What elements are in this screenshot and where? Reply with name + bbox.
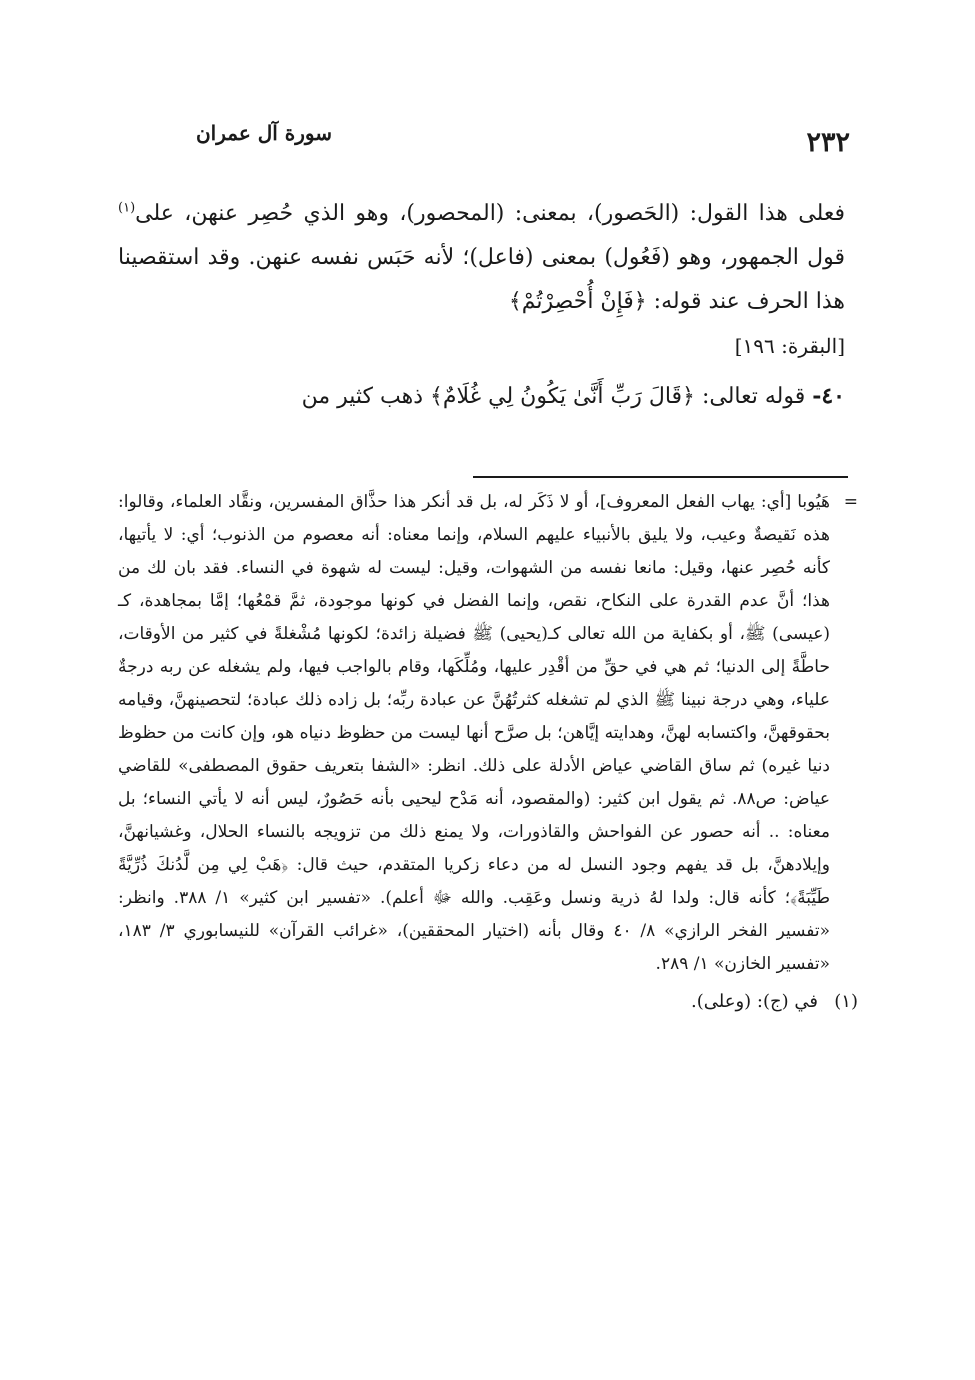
paragraph-text-continued: قول الجمهور، وهو (فَعُول) بمعنى (فاعل)؛ لأنه حَبَس نفسه عنهن. وقد استقصينا هذا الحرف عند قوله: ﴿فَإِنْ أُحْصِرْتُمْ﴾	[118, 245, 845, 314]
main-text	[118, 192, 845, 419]
footnote-continuation	[118, 486, 858, 981]
paragraph-text: فعلى هذا القول: (الحَصور)، بمعنى: (المحصور)، وهو الذي حُصِر عنهن، على	[135, 201, 845, 226]
footnote-number: (١)	[834, 991, 858, 1012]
footnote-marker: (١)	[118, 200, 136, 216]
verse-commentary	[118, 374, 845, 419]
footnote-separator	[473, 476, 848, 478]
commentary-paragraph	[118, 192, 845, 368]
page-number: ٢٣٢	[806, 127, 850, 158]
footnote-item	[118, 985, 858, 1018]
verse-intro: قوله تعالى:	[694, 384, 813, 409]
running-header	[125, 110, 850, 160]
verse-tail: ذهب كثير من	[301, 384, 430, 409]
continuation-mark: =	[843, 492, 858, 512]
quran-reference: [البقرة: ١٩٦]	[734, 334, 845, 358]
verse-quote: ﴿قَالَ رَبِّ أَنَّىٰ يَكُونُ لِي غُلَامٌ﴾	[430, 384, 695, 409]
continuation-text: هَيُوبا [أي: يهاب الفعل المعروف]، أو لا ذَكَر له، بل قد أنكر هذا حذَّاق المفسرين، ونقَّاد العلماء، وقالوا: هذه نَقيصةٌ وعيب، ولا يليق بالأنبياء عليهم السلام، وإنما معناه: أنه معصوم من الذنوب؛ أي: لا يأتيها، كأنه حُصِر عنها، وقيل: مانعا نفسه من الشهوات، وقيل: ليست له شهوة في النساء. فقد بان لك من هذا؛ أنَّ عدم القدرة على النكاح، نقص، وإنما الفضل في كونها موجودة، ثمَّ قمْعُها؛ إمَّا بمجاهدة، كـ (عيسى) ﷺ، أو بكفاية من الله تعالى كـ(يحيى) ﷺ فضيلة زائدة؛ لكونها مُشْغلةً في كثير من الأوقات، حاطَّةً إلى الدنيا؛ ثم هي في حقِّ من أقْدِر عليها، ومُلِّكَها، وقام بالواجب فيها، ولم يشغله عن ربه درجةٌ علياء، وهي درجة نبينا ﷺ الذي لم تشغله كثرتُهُنَّ عن عبادة ربِّه؛ بل زاده ذلك عبادة؛ لتحصينهنَّ، وقيامه بحقوقهنَّ، واكتسابه لهنَّ، وهدايته إيَّاهن؛ بل صرَّح أنها ليست من حظوظ دنياه هو، وإن كانت من حظوظ دنيا غيره) ثم ساق القاضي عياض الأدلة على ذلك. انظر: «الشفا بتعريف حقوق المصطفى» للقاضي عياض: ص٨٨. ثم يقول ابن كثير: (والمقصود، أنه مَدْح ليحيى بأنه حَصُورٌ، ليس أنه لا يأتي النساء؛ بل معناه: .. أنه حصور عن الفواحش والقاذورات، ولا يمنع ذلك من تزويجه بالنساء الحلال، وغشيانهنَّ، وإيلادهنَّ، بل قد يفهم وجود النسل له من دعاء زكريا المتقدم، حيث قال: ﴿هَبْ لِي مِن لَّدُنكَ ذُرِّيَّةً طَيِّبَةً﴾؛ كأنه قال: ولدا لهُ ذرية ونسل وعَقِب. والله ﷻ أعلم). «تفسير ابن كثير» ١/ ٣٨٨. وانظر: «تفسير الفخر الرازي» ٨/ ٤٠ وقال بأنه (اختيار المحققين)، «غرائب القرآن» للنيسابوري ٣/ ١٨٣، «تفسير الخازن» ١/ ٢٨٩.	[118, 492, 830, 974]
footnotes	[118, 486, 858, 1018]
footnote-text: في (ج): (وعلى).	[691, 991, 818, 1012]
verse-number: ٤٠-	[812, 383, 845, 409]
surah-title: سورة آل عمران	[195, 121, 332, 145]
